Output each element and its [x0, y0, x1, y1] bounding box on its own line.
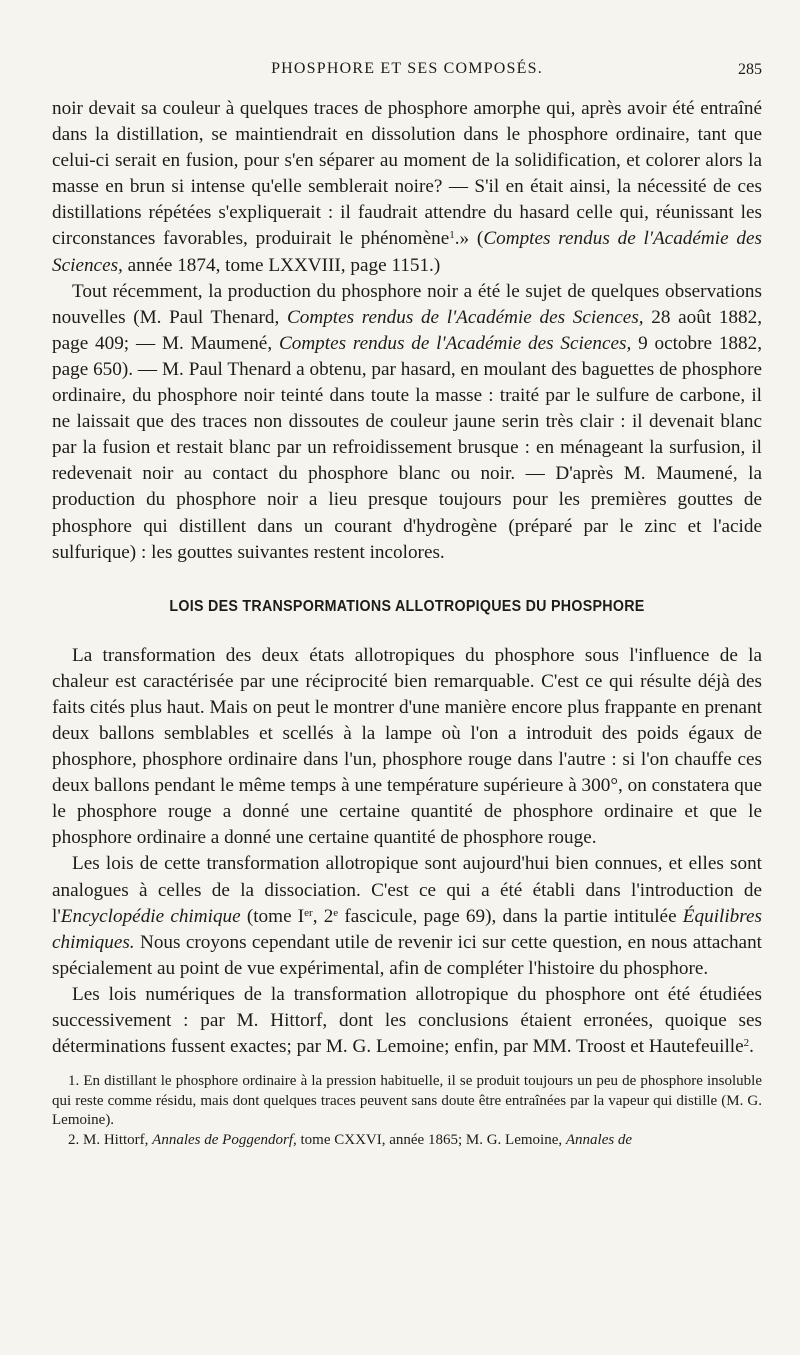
footnote-1: 1. En distillant le phosphore ordinaire à la pression habituelle, il se produit toujours un peu de phosphore insoluble qui reste comme résidu, mais dont quelques traces peuvent sans doute être entraînées par la vapeur qui distille (M. G. Lemoine).: [52, 1073, 762, 1129]
paragraph-text: La transformation des deux états allotropiques du phosphore sous l'influence de la chaleur est caractérisée par une réciprocité bien remarquable. C'est ce qui résulte déjà des faits cités plus haut. Mais on peut le montrer d'une manière encore plus frappante en prenant deux ballons semblables et scellés à la lampe où l'on a introduit des poids égaux de phosphore, phosphore ordinaire dans l'un, phosphore rouge dans l'autre : si l'on chauffe ces deux ballons pendant le même temps à une température supérieure à 300°, on constatera que le phosphore rouge a donné une certaine quantité de phosphore ordinaire et que le phosphore ordinaire a donné une certaine quantité de phosphore rouge.: [52, 644, 762, 849]
page-header: [52, 60, 762, 88]
footnote-ref: 2: [743, 1037, 750, 1050]
paragraph-text: .: [749, 1036, 754, 1058]
paragraph-text: 9 octobre 1882, page 650). — M. Paul Thenard a obtenu, par hasard, en moulant des baguettes de phosphore ordinaire, du phosphore noir teinté dans toute la masse : traité par le sulfure de carbone, il ne laissait que des traces non dissoutes de couleur jaune serin très clair : il devenait blanc par la fusion et restait blanc par un refroidissement brusque : en ménageant la surfusion, il redevenait noir au contact du phosphore blanc ou noir. — D'après M. Maumené, la production du phosphore noir a lieu presque toujours pour les premières gouttes de phosphore qui distillent dans un courant d'hydrogène (préparé par le zinc et l'acide sulfurique) : les gouttes suivantes restent incolores.: [52, 332, 762, 563]
footnote-ref: 1: [449, 229, 455, 242]
citation-title: Comptes rendus de l'Académie des Sciences,: [52, 228, 762, 276]
footnote-text: tome CXXVI, année 1865; M. G. Lemoine,: [296, 1131, 566, 1148]
paragraph-reciprocity: [52, 643, 762, 852]
page-body: [52, 96, 762, 1150]
paragraph-text: noir devait sa couleur à quelques traces de phosphore amorphe qui, après avoir été entraîné dans la distillation, se maintiendrait en dissolution dans le phosphore ordinaire, tant que celui-ci serait en fusion, pour s'en séparer au moment de la solidification, et colorer alors la masse en brun si intense qu'elle semblerait noire? — S'il en était ainsi, la nécessité de ces distillations répétées s'expliquerait : il faudrait attendre du hasard celle qui, réunissant les circonstances favorables, produirait le phénomène: [52, 98, 762, 250]
paragraph-text: année 1874, tome LXXVIII, page 1151.): [122, 254, 441, 276]
section-heading: LOIS DES TRANSPORMATIONS ALLOTROPIQUES DU PHOSPHORE: [169, 597, 645, 615]
paragraph-text: 28 août 1882, page 409; — M. Maumené,: [52, 306, 762, 354]
paragraph-continuation: [52, 96, 762, 279]
paragraph-dissociation: [52, 851, 762, 981]
superscript: e: [333, 906, 339, 919]
paragraph-numerical-laws: [52, 982, 762, 1060]
citation-title: Annales de Poggendorf,: [152, 1131, 297, 1148]
paragraph-text: Nous croyons cependant utile de revenir ici sur cette question, en nous attachant spécialement au point de vue expérimental, afin de compléter l'histoire du phosphore.: [52, 931, 762, 979]
paragraph-text: .» (: [454, 228, 484, 250]
footnote-2: [52, 1131, 762, 1151]
citation-title: Comptes rendus de l'Académie des Sciences,: [286, 306, 644, 328]
paragraph-text: Les lois numériques de la transformation allotropique du phosphore ont été étudiées successivement : par M. Hittorf, dont les conclusions étaient erronées, quoique ses déterminations fussent exactes; par M. G. Lemoine; enfin, par MM. Troost et Hautefeuille: [52, 983, 762, 1058]
superscript: er: [304, 906, 313, 919]
citation-title: Annales de: [565, 1131, 633, 1148]
citation-title: Équilibres chimiques.: [52, 905, 763, 953]
paragraph-text: Les lois de cette transformation allotropique sont aujourd'hui bien connues, et elles sont analogues à celles de la dissociation. C'est ce qui a été établi dans l'introduction de l': [52, 853, 762, 927]
paragraph-text: Tout récemment, la production du phosphore noir a été le sujet de quelques observations nouvelles (M. Paul Thenard,: [52, 280, 762, 328]
paragraph-text: (tome I: [240, 905, 305, 927]
footnotes: [52, 1072, 762, 1150]
paragraph-text: , 2: [312, 905, 334, 927]
running-title: PHOSPHORE ET SES COMPOSÉS.: [271, 60, 543, 77]
page-number: 285: [738, 61, 762, 78]
citation-title: Encyclopédie chimique: [60, 905, 241, 927]
paragraph-black-phosphorus: [52, 279, 762, 566]
footnote-text: 2. M. Hittorf,: [68, 1131, 153, 1148]
paragraph-text: fascicule, page 69), dans la partie intitulée: [338, 905, 683, 927]
citation-title: Comptes rendus de l'Académie des Sciences,: [278, 332, 632, 354]
